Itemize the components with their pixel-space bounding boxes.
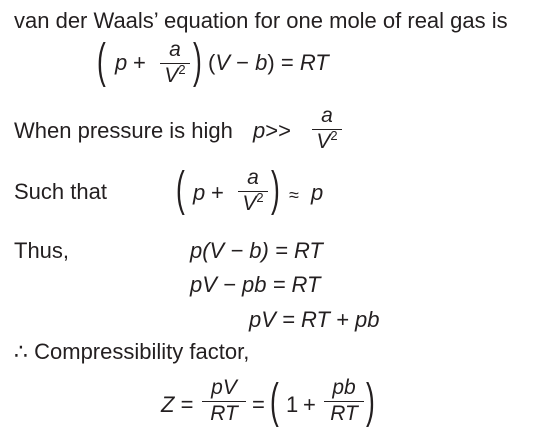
- z-one: 1: [286, 392, 299, 417]
- such-plus: +: [211, 180, 224, 205]
- such-that-label: Such that: [14, 179, 107, 204]
- intro-text: van der Waals’ equation for one mole of real gas is: [14, 8, 508, 33]
- thus-line-3: pV = RT + pb: [249, 307, 380, 332]
- z-denominator-2: RT: [330, 402, 358, 425]
- eq1-fraction: [160, 38, 190, 88]
- z-fraction-2: [324, 376, 364, 426]
- eq1-p: p: [115, 50, 128, 75]
- open-paren: (: [176, 163, 185, 216]
- close-paren: ): [366, 375, 375, 428]
- z-numerator-1: pV: [211, 376, 237, 399]
- z-lhs: Z =: [161, 392, 194, 417]
- such-rhs: p: [311, 180, 324, 205]
- approx-symbol: ≈: [289, 185, 299, 205]
- thus-line-1: p(V − b) = RT: [190, 238, 323, 263]
- thus-line-2: pV − pb = RT: [190, 272, 321, 297]
- such-p: p: [193, 180, 206, 205]
- z-equals-2: =: [252, 392, 265, 417]
- open-paren: (: [97, 35, 106, 88]
- such-fraction: [238, 166, 268, 216]
- close-paren: ): [193, 35, 202, 88]
- when-inequality: p>>: [253, 118, 291, 143]
- thus-label: Thus,: [14, 238, 70, 263]
- z-denominator-1: RT: [210, 402, 238, 425]
- close-paren: ): [271, 163, 280, 216]
- such-numerator: a: [247, 166, 259, 189]
- z-numerator-2: pb: [332, 376, 356, 399]
- when-denominator: $V^2$: [316, 128, 338, 153]
- z-plus: +: [303, 392, 316, 417]
- eq1-rest: (V − b) = RT: [208, 50, 329, 75]
- such-denominator: $V^2$: [242, 190, 264, 215]
- z-fraction-1: [202, 376, 246, 426]
- eq1-denominator: $V^2$: [164, 62, 186, 87]
- therefore-symbol: ∴: [14, 339, 28, 364]
- eq1-plus: +: [133, 50, 146, 75]
- when-numerator: a: [321, 104, 333, 127]
- when-fraction: [312, 104, 342, 154]
- eq1-numerator: a: [169, 38, 181, 61]
- therefore-line: [14, 339, 249, 365]
- therefore-text: Compressibility factor,: [34, 339, 250, 364]
- open-paren: (: [270, 375, 279, 428]
- when-text: When pressure is high: [14, 118, 233, 143]
